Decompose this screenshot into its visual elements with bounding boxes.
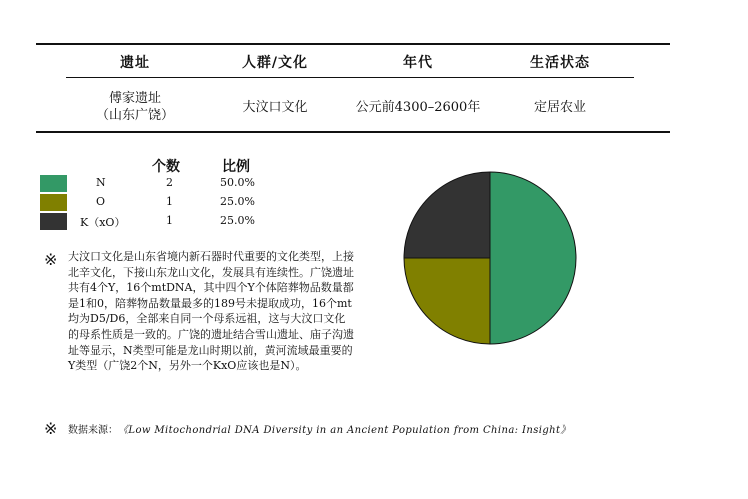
table-top-rule [36,43,670,45]
legend-count: 1 [166,195,173,208]
cell-site-name: 傅家遗址 [108,91,161,106]
note-text: 大汶口文化是山东省境内新石器时代重要的文化类型，上接北辛文化，下接山东龙山文化，发展具有连续性。广饶遗址共有4个Y，16个mtDNA，其中四个Y个体陪葬物品数量都是1和0，陪葬物品数量最多的189号未提取成功，16个mt均为D5/D6，全部来自同一个母系远祖，这与大汶口文化的母系性质是一致的。广饶的遗址结合雪山遗址、庙子沟遗址等显示，N类型可能是龙山时期以前，黄河流域最重要的Y类型（广饶2个N，另外一个KxO应该也是N）。 [68,250,354,373]
legend-label: K（xO） [80,216,126,229]
cell-lifestyle: 定居农业 [533,100,586,115]
legend-count: 2 [166,176,173,189]
legend-pct: 25.0% [220,195,255,208]
legend-label: N [96,176,106,189]
legend-row [40,175,300,193]
legend-swatch [40,175,67,192]
table-bottom-rule [36,131,670,133]
legend-row [40,213,300,231]
legend-swatch [40,194,67,211]
source-title: 《Low Mitochondrial DNA Diversity in an Ancient Population from China: Insight》 [118,425,571,436]
legend-swatch [40,213,67,230]
legend-ratio-header: 比例 [222,159,250,175]
legend-pct: 50.0% [220,176,255,189]
note-mark: ※ [44,250,58,269]
legend-label: O [96,195,106,208]
source-mark: ※ [44,419,58,438]
cell-site [80,90,190,124]
source-label: 数据来源： [68,425,118,436]
cell-site-location: （山东广饶） [95,108,174,123]
pie-chart [400,168,580,348]
pie-slice-k-xo [404,172,490,258]
header-lifestyle: 生活状态 [530,55,590,71]
pie-slice-o [404,258,490,344]
cell-culture: 大汶口文化 [242,100,308,115]
cell-era: 公元前4300–2600年 [355,100,481,115]
legend-count-header: 个数 [152,159,180,175]
table-header-rule [66,77,634,78]
legend-row [40,194,300,212]
header-culture: 人群/文化 [241,55,309,71]
pie-slice-n [490,172,576,344]
legend-pct: 25.0% [220,214,255,227]
legend-count: 1 [166,214,173,227]
source-text [68,424,668,438]
header-site: 遗址 [120,55,150,71]
header-era: 年代 [403,55,433,71]
